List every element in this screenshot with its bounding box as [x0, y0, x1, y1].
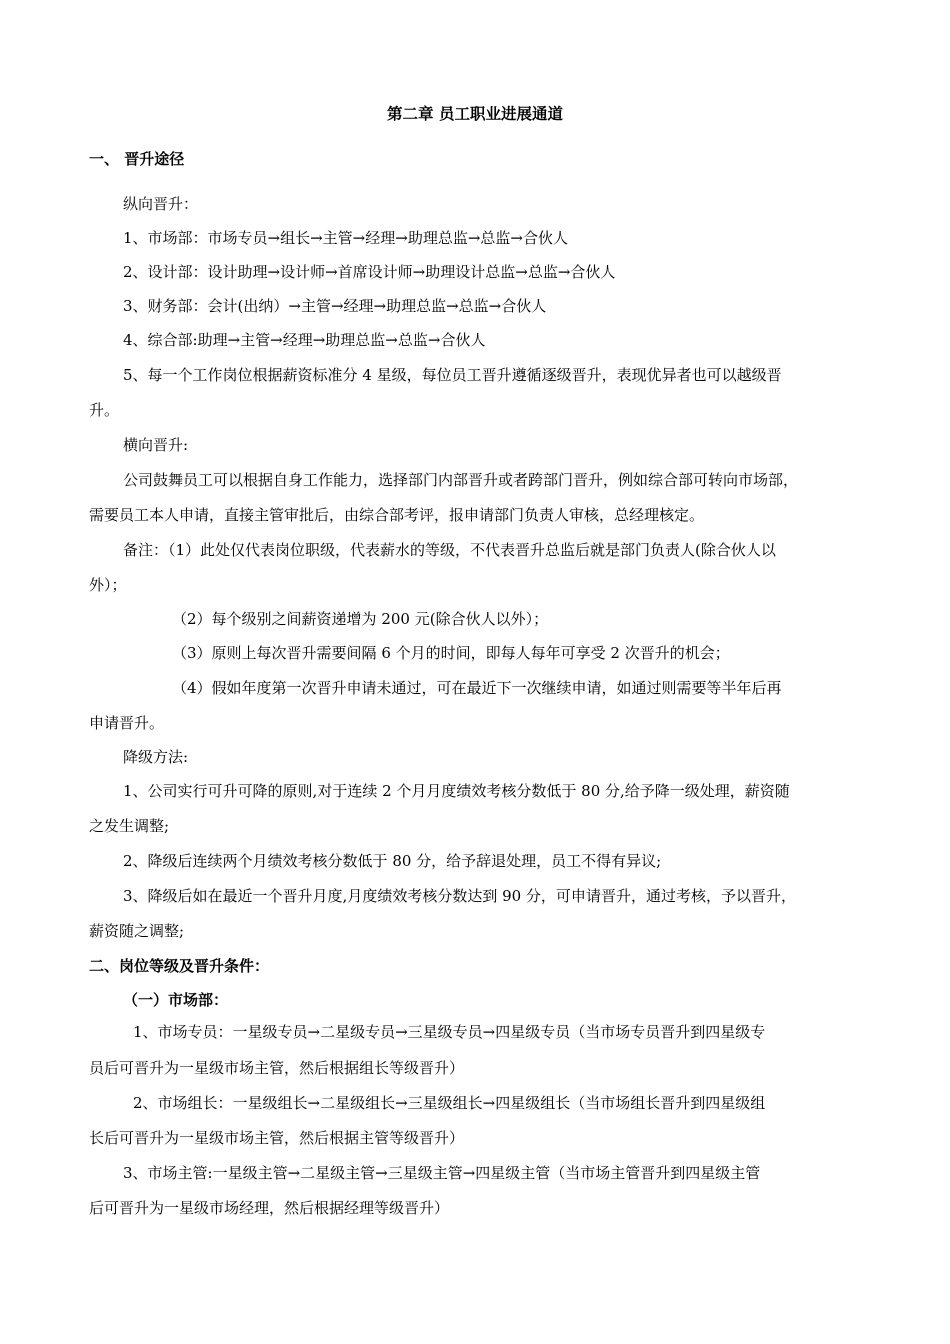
note-line2: 外）；: [89, 576, 127, 594]
vertical-item: 4、综合部:助理→主管→经理→助理总监→总监→合伙人: [123, 331, 486, 349]
horizontal-line1: 公司鼓舞员工可以根据自身工作能力，选择部门内部晋升或者跨部门晋升，例如综合部可转向市场部，: [123, 471, 799, 489]
note-4-line2: 申请晋升。: [89, 714, 165, 732]
demotion-2: 2、降级后连续两个月绩效考核分数低于 80 分，给予辞退处理，员工不得有异议;: [123, 852, 662, 870]
note-line1: 备注：（1）此处仅代表岗位职级，代表薪水的等级，不代表晋升总监后就是部门负责人(除合伙人以: [123, 541, 776, 559]
chapter-title: 第二章 员工职业进展通道: [387, 105, 563, 123]
market-supervisor-line2: 后可晋升为一星级市场经理，然后根据经理等级晋升）: [89, 1199, 450, 1217]
demotion-1-line1: 1、公司实行可升可降的原则,对于连续 2 个月月度绩效考核分数低于 80 分,给予降一级处理，薪资随: [123, 782, 790, 800]
demotion-3-line2: 薪资随之调整;: [89, 922, 185, 940]
note-2: （2）每个级别之间薪资递增为 200 元(除合伙人以外）；: [172, 610, 549, 628]
item5-line1: 5、每一个工作岗位根据薪资标准分 4 星级，每位员工晋升遵循逐级晋升，表现优异者也可以越级晋: [123, 366, 782, 384]
market-specialist-line2: 员后可晋升为一星级市场主管，然后根据组长等级晋升）: [89, 1059, 465, 1077]
vertical-item: 1、市场部：市场专员→组长→主管→经理→助理总监→总监→合伙人: [123, 229, 568, 247]
demotion-3-line1: 3、降级后如在最近一个晋升月度,月度绩效考核分数达到 90 分，可申请晋升，通过考核，予以晋升，: [123, 887, 796, 905]
market-supervisor-line1: 3、市场主管:一星级主管→二星级主管→三星级主管→四星级主管（当市场主管晋升到四星级主管: [123, 1164, 761, 1182]
vertical-title: 纵向晋升：: [123, 195, 199, 213]
section2-heading: 二、岗位等级及晋升条件：: [89, 957, 270, 975]
demotion-title: 降级方法:: [123, 748, 189, 766]
item5-line2: 升。: [89, 401, 120, 419]
note-4-line1: （4）假如年度第一次晋升申请未通过，可在最近下一次继续申请，如通过则需要等半年后再: [172, 679, 782, 697]
note-3: （3）原则上每次晋升需要间隔 6 个月的时间，即每人每年可享受 2 次晋升的机会；: [172, 644, 730, 662]
market-leader-line1: 2、市场组长：一星级组长→二星级组长→三星级组长→四星级组长（当市场组长晋升到四星级组: [133, 1094, 766, 1112]
section1-heading: 一、 晋升途径: [89, 150, 185, 168]
market-leader-line2: 长后可晋升为一星级市场主管，然后根据主管等级晋升）: [89, 1129, 465, 1147]
horizontal-line2: 需要员工本人申请，直接主管审批后，由综合部考评，报申请部门负责人审核，总经理核定。: [89, 506, 705, 524]
horizontal-title: 横向晋升:: [123, 436, 189, 454]
section2-subheading: （一）市场部：: [123, 991, 229, 1009]
vertical-item: 3、财务部：会计(出纳）→主管→经理→助理总监→总监→合伙人: [123, 297, 547, 315]
demotion-1-line2: 之发生调整;: [89, 817, 170, 835]
vertical-item: 2、设计部：设计助理→设计师→首席设计师→助理设计总监→总监→合伙人: [123, 263, 616, 281]
market-specialist-line1: 1、市场专员：一星级专员→二星级专员→三星级专员→四星级专员（当市场专员晋升到四星级专: [133, 1023, 766, 1041]
